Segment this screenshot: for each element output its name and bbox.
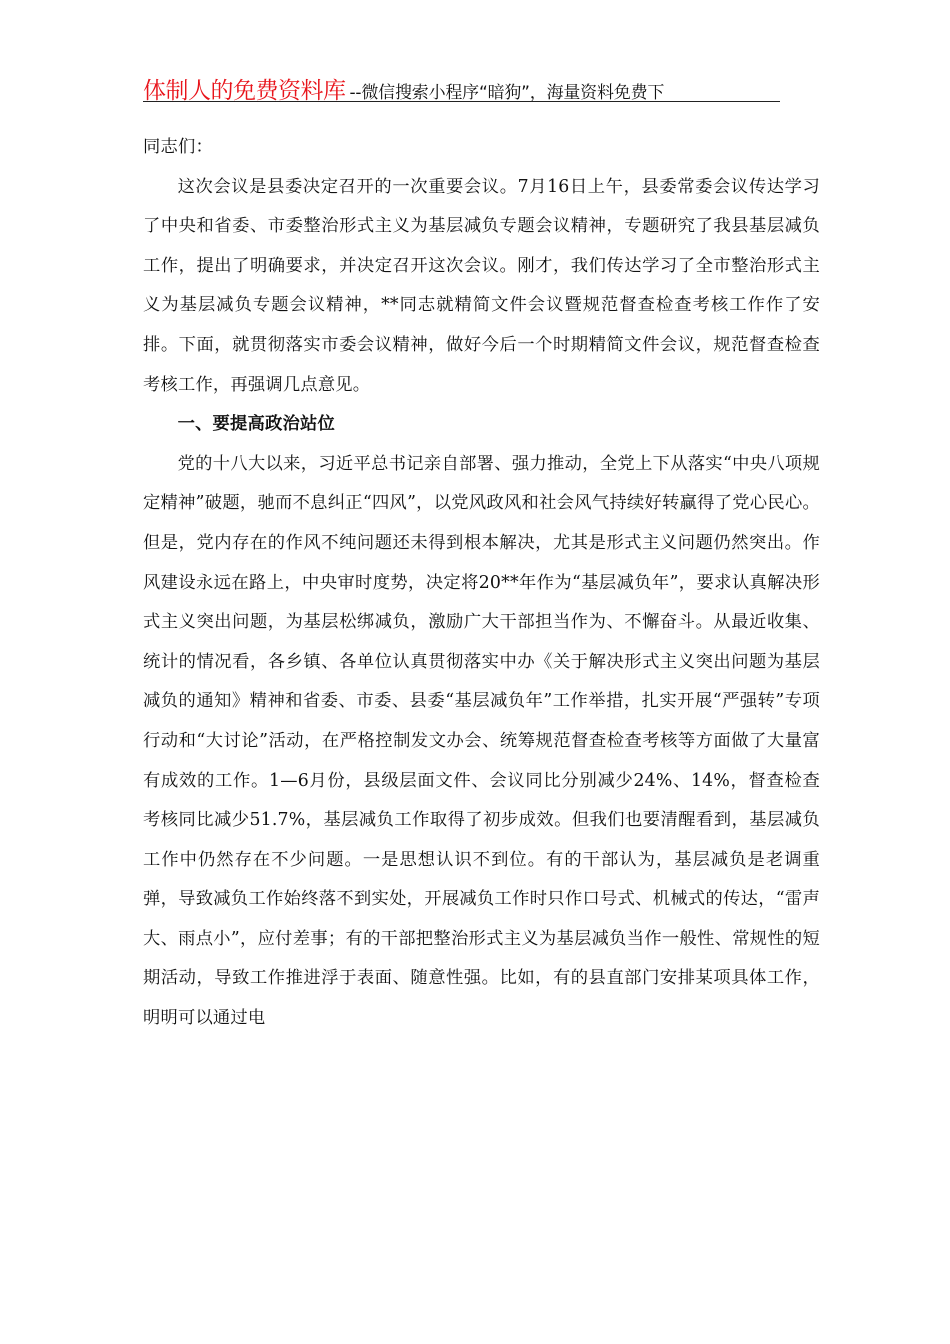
section-heading: 一、要提高政治站位	[177, 414, 335, 435]
header-tagline: --微信搜索小程序“暗狗”，海量资料免费下	[349, 83, 665, 103]
salutation: 同志们：	[143, 137, 213, 157]
document-body	[143, 128, 820, 1039]
page-header	[143, 72, 783, 102]
header-brand: 体制人的免费资料库	[143, 78, 346, 104]
header-divider	[143, 101, 780, 102]
paragraph: 这次会议是县委决定召开的一次重要会议。7月16日上午，县委常委会议传达学习了中央和省委、市委整治形式主义为基层减负专题会议精神，专题研究了我县基层减负工作，提出了明确要求，并决定召开这次会议。刚才，我们传达学习了全市整治形式主义为基层减负专题会议精神，**同志就精简文件会议暨规范督查检查考核工作作了安排。下面，就贯彻落实市委会议精神，做好今后一个时期精简文件会议，规范督查检查考核工作，再强调几点意见。	[143, 176, 820, 395]
paragraph: 党的十八大以来，习近平总书记亲自部署、强力推动，全党上下从落实“中央八项规定精神”破题，驰而不息纠正“四风”，以党风政风和社会风气持续好转赢得了党心民心。但是，党内存在的作风不纯问题还未得到根本解决，尤其是形式主义问题仍然突出。作风建设永远在路上，中央审时度势，决定将20**年作为“基层减负年”，要求认真解决形式主义突出问题，为基层松绑减负，激励广大干部担当作为、不懈奋斗。从最近收集、统计的情况看，各乡镇、各单位认真贯彻落实中办《关于解决形式主义突出问题为基层减负的通知》精神和省委、市委、县委“基层减负年”工作举措，扎实开展“严强转”专项行动和“大讨论”活动，在严格控制发文办会、统筹规范督查检查考核等方面做了大量富有成效的工作。1—6月份，县级层面文件、会议同比分别减少24%、14%，督查检查考核同比减少51.7%，基层减负工作取得了初步成效。但我们也要清醒看到，基层减负工作中仍然存在不少问题。一是思想认识不到位。有的干部认为，基层减负是老调重弹，导致减负工作始终落不到实处，开展减负工作时只作口号式、机械式的传达，“雷声大、雨点小”，应付差事；有的干部把整治形式主义为基层减负当作一般性、常规性的短期活动，导致工作推进浮于表面、随意性强。比如，有的县直部门安排某项具体工作，明明可以通过电	[143, 453, 820, 1029]
